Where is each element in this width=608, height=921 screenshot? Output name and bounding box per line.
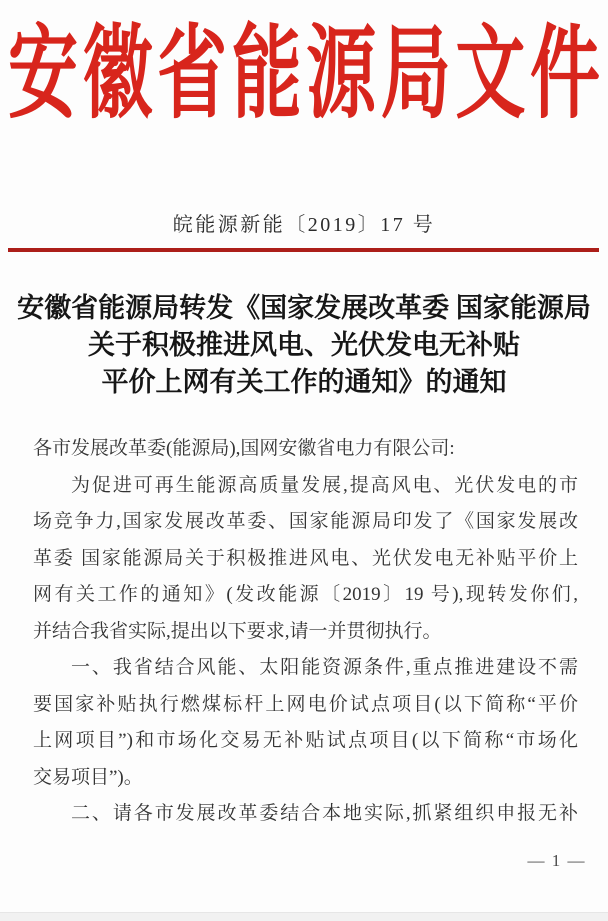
agency-banner-char: 源 [306,20,377,132]
body-line: 为促进可再生能源高质量发展,提高风电、光伏发电的市 [71,474,578,496]
red-divider-rule [8,248,599,252]
agency-banner-char: 件 [529,20,600,132]
agency-banner-char: 能 [231,20,302,132]
page-number: — 1 — [527,851,586,870]
body-line: 要国家补贴执行燃煤标杆上网电价试点项目(以下简称“平价 [33,693,578,715]
body-line: 交易项目”)。 [33,766,143,788]
document-number: 皖能源新能〔2019〕17 号 [172,214,436,236]
document-title [14,290,594,401]
scan-bottom-edge [0,912,608,921]
agency-banner-char: 徽 [82,20,153,132]
agency-banner-char: 文 [455,20,526,132]
agency-banner [8,20,600,132]
agency-banner-char: 省 [157,20,228,132]
body-line: 革委 国家能源局关于积极推进风电、光伏发电无补贴平价上 [33,547,578,569]
body-line: 上网项目”)和市场化交易无补贴试点项目(以下简称“市场化 [33,730,578,751]
agency-banner-char: 安 [8,20,78,132]
document-title-line: 平价上网有关工作的通知》的通知 [101,367,507,397]
body-line: 场竞争力,国家发展改革委、国家能源局印发了《国家发展改 [33,511,578,532]
body-line: 一、我省结合风能、太阳能资源条件,重点推进建设不需 [71,657,578,678]
salutation-line: 各市发展改革委(能源局),国网安徽省电力有限公司: [33,438,455,459]
agency-banner-char: 局 [380,20,451,132]
body-line: 二、请各市发展改革委结合本地实际,抓紧组织申报无补 [71,803,578,824]
body-line: 并结合我省实际,提出以下要求,请一并贯彻执行。 [33,620,442,642]
body-line: 网有关工作的通知》(发改能源〔2019〕19 号),现转发你们, [33,584,578,605]
document-title-line: 安徽省能源局转发《国家发展改革委 国家能源局 [17,293,591,323]
document-body [33,431,578,833]
document-title-line: 关于积极推进风电、光伏发电无补贴 [88,330,520,360]
